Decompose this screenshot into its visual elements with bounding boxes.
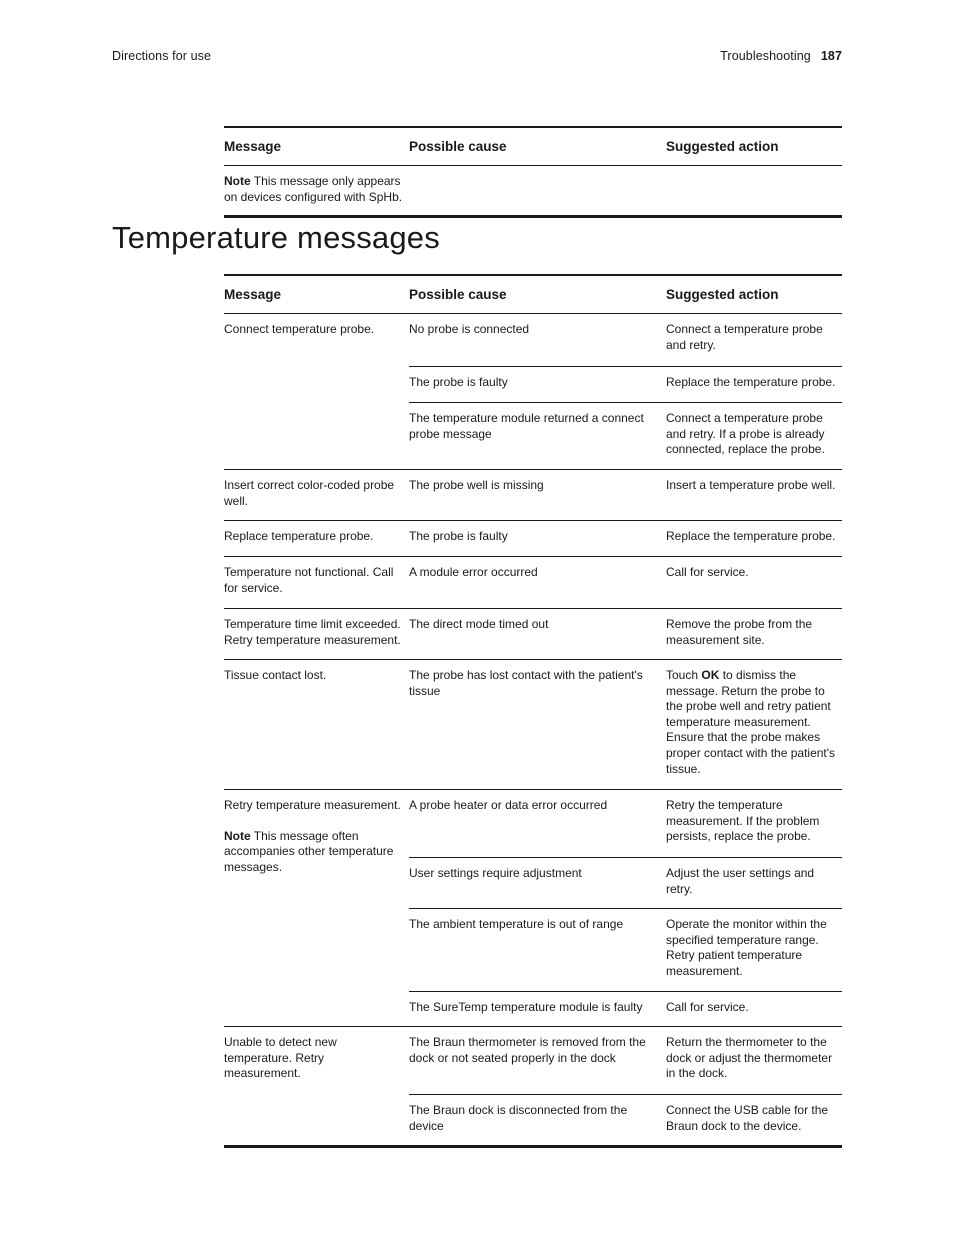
cause-action-row	[409, 857, 842, 908]
cause-cell: The Braun thermometer is removed from the dock or not seated properly in the dock	[409, 1035, 646, 1065]
cause-cell: The probe has lost contact with the patient's tissue	[409, 668, 643, 698]
message-cell: Connect temperature probe.	[224, 322, 375, 336]
cause-cell: The temperature module returned a connect probe message	[409, 411, 644, 441]
note-label: Note	[224, 174, 251, 188]
continued-table	[224, 126, 842, 218]
running-header-chapter: Troubleshooting	[720, 49, 811, 63]
message-cell: Tissue contact lost.	[224, 668, 327, 682]
table-row	[224, 557, 842, 609]
cause-cell: The probe is faulty	[409, 529, 508, 543]
table-row	[224, 314, 842, 470]
message-text: Retry temperature measurement.	[224, 798, 401, 812]
cause-cell: A module error occurred	[409, 565, 538, 579]
cause-action-row	[409, 1094, 842, 1145]
action-cell: Return the thermometer to the dock or adjust the thermometer in the dock.	[666, 1035, 833, 1081]
action-cell: Call for service.	[666, 1000, 749, 1014]
column-header-cause: Possible cause	[409, 138, 507, 154]
table-row	[224, 521, 842, 557]
action-cell: Touch OK to dismiss the message. Return the probe to the probe well and retry patient temperature measurement. Ensure that the probe makes proper contact with the patient's tissue.	[666, 668, 836, 776]
message-cell: Unable to detect new temperature. Retry measurement.	[224, 1035, 337, 1081]
action-cell: Connect a temperature probe and retry. If a probe is already connected, replace the probe.	[666, 411, 825, 457]
table-row	[224, 166, 842, 218]
table-row	[224, 660, 842, 790]
column-header-message: Message	[224, 286, 282, 302]
cause-cell: The probe well is missing	[409, 478, 544, 492]
message-cell: Temperature not functional. Call for service.	[224, 565, 394, 595]
action-cell: Retry the temperature measurement. If the problem persists, replace the probe.	[666, 798, 820, 844]
cause-cell: A probe heater or data error occurred	[409, 798, 608, 812]
section-title: Temperature messages	[112, 220, 440, 255]
table-row	[224, 470, 842, 521]
action-cell: Connect the USB cable for the Braun dock to the device.	[666, 1103, 829, 1133]
table-row	[224, 1027, 842, 1148]
cause-cell: No probe is connected	[409, 322, 530, 336]
cause-action-row	[409, 366, 842, 402]
cause-cell: The direct mode timed out	[409, 617, 549, 631]
column-header-cause: Possible cause	[409, 286, 507, 302]
cause-cell: User settings require adjustment	[409, 866, 582, 880]
message-cell: Replace temperature probe.	[224, 529, 374, 543]
table-row	[224, 609, 842, 660]
cause-cell: The SureTemp temperature module is faulty	[409, 1000, 643, 1014]
note-body: This message only appears on devices configured with SpHb.	[224, 174, 403, 204]
note-body: This message often accompanies other temperature messages.	[224, 828, 394, 874]
action-cell: Call for service.	[666, 565, 749, 579]
cause-action-row	[409, 314, 842, 366]
message-cell: Temperature time limit exceeded. Retry temperature measurement.	[224, 617, 401, 647]
action-cell: Connect a temperature probe and retry.	[666, 322, 823, 352]
cause-cell: The ambient temperature is out of range	[409, 917, 624, 931]
table-header	[224, 126, 842, 166]
message-cell: Insert correct color-coded probe well.	[224, 478, 395, 508]
column-header-message: Message	[224, 138, 282, 154]
temperature-messages-table	[224, 274, 842, 1148]
action-cell: Replace the temperature probe.	[666, 375, 836, 389]
action-cell: Operate the monitor within the specified temperature range. Retry patient temperature measurement.	[666, 917, 827, 978]
cause-action-row	[409, 402, 842, 469]
column-header-action: Suggested action	[666, 138, 779, 154]
note-text	[224, 174, 409, 205]
action-cell: Insert a temperature probe well.	[666, 478, 836, 492]
page-number: 187	[820, 49, 842, 63]
running-header-title: Directions for use	[112, 49, 212, 63]
note-label: Note	[224, 828, 251, 843]
cause-action-row	[409, 908, 842, 991]
cause-action-row	[409, 1027, 842, 1094]
message-cell	[224, 790, 409, 1026]
table-header	[224, 274, 842, 314]
table-row	[224, 790, 842, 1027]
ok-keyword: OK	[701, 668, 720, 682]
note-text	[224, 829, 403, 876]
cause-action-row	[409, 991, 842, 1026]
action-cell: Remove the probe from the measurement site.	[666, 617, 813, 647]
action-cell: Adjust the user settings and retry.	[666, 866, 815, 896]
running-header-section	[720, 49, 842, 63]
action-cell: Replace the temperature probe.	[666, 529, 836, 543]
cause-cell: The Braun dock is disconnected from the device	[409, 1103, 628, 1133]
cause-cell: The probe is faulty	[409, 375, 508, 389]
column-header-action: Suggested action	[666, 286, 779, 302]
cause-action-row	[409, 790, 842, 857]
